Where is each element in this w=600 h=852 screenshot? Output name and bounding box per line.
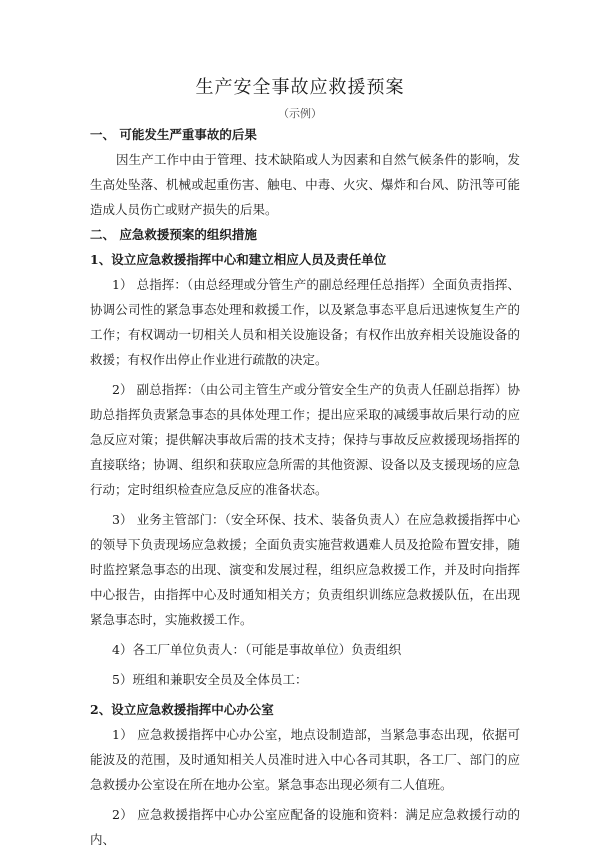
section-1-heading: 一、 可能发生严重事故的后果: [90, 127, 257, 142]
section-2-2-heading: 2、设立应急救援指挥中心办公室: [90, 702, 274, 717]
list-item-department: 3） 业务主管部门：（安全环保、技术、装备负责人）在应急救援指挥中心的领导下负责现场应急救援；全面负责实施营救遇难人员及抢险布置安排，随时监控紧急事态的出现、演变和发展过程，组织应急救援工作，并及时向指挥中心报告，由指挥中心及时通知相关方；负责组织训练应急救援队伍，在出现紧急事态时，实施救援工作。: [90, 512, 520, 627]
list-item-team: 5）班组和兼职安全员及全体员工：: [112, 672, 308, 687]
list-item-commander: 1） 总指挥：（由总经理或分管生产的副总经理任总指挥）全面负责指挥、协调公司性的紧急事态处理和救援工作，以及紧急事态平息后迅速恢复生产的工作；有权调动一切相关人员和相关设施设备；有权作出放弃相关设施设备的救援；有权作出停止作业进行疏散的决定。: [90, 277, 520, 367]
list-item-office: 1） 应急救援指挥中心办公室，地点设制造部，当紧急事态出现，依据可能波及的范围，及时通知相关人员准时进入中心各司其职，各工厂、部门的应急救援办公室设在所在地办公室。紧急事态出现必须有二人值班。: [90, 727, 520, 792]
list-item-facilities: 2） 应急救援指挥中心办公室应配备的设施和资料：满足应急救援行动的内、: [90, 807, 520, 847]
document-body: [90, 122, 520, 852]
section-2-heading: 二、 应急救援预案的组织措施: [90, 227, 257, 242]
section-2-1-heading: 1、设立应急救援指挥中心和建立相应人员及责任单位: [90, 252, 387, 267]
document-title: 生产安全事故应救援预案: [195, 77, 405, 98]
document-subtitle: （示例）: [278, 107, 322, 120]
list-item-deputy-commander: 2） 副总指挥：（由公司主管生产或分管安全生产的负责人任副总指挥）协助总指挥负责紧急事态的具体处理工作；提出应采取的减缓事故后果行动的应急反应对策；提供解决事故后需的技术支持；保持与事故反应救援现场指挥的直接联络；协调、组织和获取应急所需的其他资源、设备以及支援现场的应急行动；定时组织检查应急反应的准备状态。: [90, 382, 520, 497]
section-1-paragraph: 因生产工作中由于管理、技术缺陷或人为因素和自然气候条件的影响，发生高处坠落、机械或起重伤害、触电、中毒、火灾、爆炸和台风、防汛等可能造成人员伤亡或财产损失的后果。: [90, 152, 520, 217]
list-item-unit-leader: 4）各工厂单位负责人：（可能是事故单位）负责组织: [112, 642, 402, 657]
